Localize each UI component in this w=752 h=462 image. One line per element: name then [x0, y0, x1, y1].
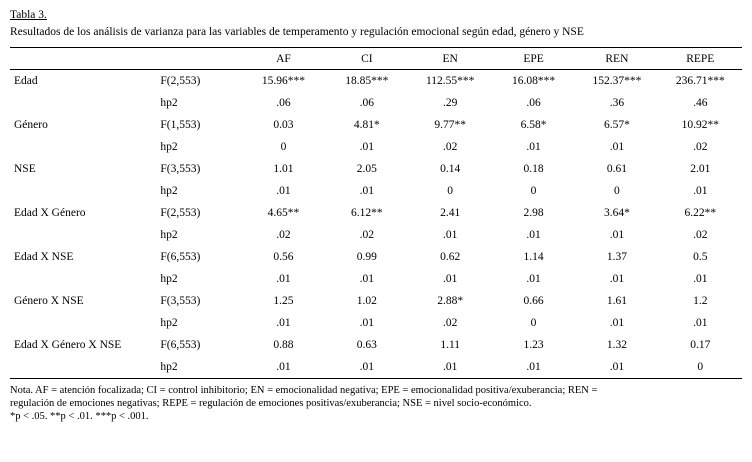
- cell-value: 4.81*: [353, 119, 380, 131]
- table-row: [10, 180, 742, 202]
- cell-value: .02: [442, 317, 458, 329]
- cell-value: 1.25: [273, 295, 294, 307]
- cell-value: 2.05: [356, 163, 377, 175]
- table-row: [10, 158, 742, 180]
- cell-value: .02: [693, 141, 708, 153]
- table-row: [10, 92, 742, 114]
- cell-value: 1.11: [440, 339, 461, 351]
- cell-value: 16.08***: [511, 75, 556, 87]
- row-statistic-label: hp2: [160, 273, 178, 285]
- row-effect-label: Género X NSE: [14, 295, 84, 307]
- cell-value: .01: [609, 229, 625, 241]
- cell-value: 3.64*: [603, 207, 630, 219]
- table-row: [10, 202, 742, 224]
- row-statistic-label: hp2: [160, 229, 178, 241]
- column-header-repe: REPE: [659, 48, 742, 70]
- row-effect-label: [10, 268, 156, 290]
- row-statistic-label: hp2: [160, 185, 178, 197]
- table-row: [10, 224, 742, 246]
- cell-value: 2.88*: [437, 295, 464, 307]
- cell-value: .01: [609, 361, 625, 373]
- row-effect-label: [10, 92, 156, 114]
- cell-value: .06: [359, 97, 374, 109]
- row-effect-label: Edad X Género: [14, 207, 86, 219]
- row-effect-label: [10, 136, 156, 158]
- cell-value: 2.98: [523, 207, 544, 219]
- cell-value: 0.14: [440, 163, 461, 175]
- row-statistic-label: hp2: [160, 97, 178, 109]
- cell-value: 112.55***: [425, 75, 475, 87]
- cell-value: .02: [442, 141, 458, 153]
- table-caption: Resultados de los análisis de varianza para las variables de temperamento y regulación emocional según edad, género y NSE: [10, 26, 584, 38]
- cell-value: 0.5: [693, 251, 708, 263]
- cell-value: 1.14: [523, 251, 544, 263]
- table-header-row: [10, 48, 742, 70]
- cell-value: 0: [447, 185, 454, 197]
- cell-value: 6.22**: [684, 207, 717, 219]
- table-row: [10, 356, 742, 378]
- cell-value: .02: [276, 229, 291, 241]
- row-statistic-label: F(2,553): [160, 75, 201, 87]
- cell-value: 0.03: [273, 119, 294, 131]
- table-note-line-2: regulación de emociones negativas; REPE = regulación de emociones positivas/exuberancia; NSE = nivel socio-económico.: [10, 398, 532, 409]
- cell-value: .01: [526, 141, 541, 153]
- cell-value: 236.71***: [675, 75, 725, 87]
- cell-value: 0: [530, 317, 537, 329]
- table-row: [10, 334, 742, 356]
- cell-value: .01: [526, 361, 541, 373]
- cell-value: 2.41: [440, 207, 461, 219]
- row-statistic-label: hp2: [160, 317, 178, 329]
- table-row: [10, 312, 742, 334]
- row-effect-label: [10, 356, 156, 378]
- cell-value: 1.01: [273, 163, 294, 175]
- cell-value: .01: [526, 229, 541, 241]
- cell-value: .01: [276, 361, 291, 373]
- table-label: Tabla 3.: [10, 9, 47, 21]
- cell-value: .36: [609, 97, 625, 109]
- cell-value: .29: [442, 97, 458, 109]
- cell-value: 0.18: [523, 163, 544, 175]
- cell-value: 0.62: [440, 251, 461, 263]
- row-statistic-label: hp2: [160, 141, 178, 153]
- cell-value: .01: [609, 317, 625, 329]
- cell-value: .01: [693, 185, 708, 197]
- cell-value: .02: [693, 229, 708, 241]
- column-header-en: EN: [409, 48, 492, 70]
- row-effect-label: [10, 224, 156, 246]
- table-row: [10, 114, 742, 136]
- cell-value: 1.61: [606, 295, 627, 307]
- table-row: [10, 290, 742, 312]
- cell-value: .01: [359, 361, 374, 373]
- cell-value: 6.12**: [351, 207, 383, 219]
- row-statistic-label: F(2,553): [160, 207, 201, 219]
- table-bottom-rule: [10, 378, 742, 379]
- cell-value: 152.37***: [592, 75, 642, 87]
- row-statistic-label: F(6,553): [160, 251, 201, 263]
- column-header-effect: [10, 48, 156, 70]
- column-header-epe: EPE: [492, 48, 575, 70]
- cell-value: 0: [697, 361, 704, 373]
- cell-value: .01: [276, 185, 291, 197]
- column-header-ci: CI: [325, 48, 408, 70]
- table-header: [10, 48, 742, 70]
- row-effect-label: NSE: [14, 163, 36, 175]
- cell-value: 1.23: [523, 339, 544, 351]
- cell-value: 6.57*: [603, 119, 630, 131]
- cell-value: 1.02: [356, 295, 377, 307]
- cell-value: .01: [359, 141, 374, 153]
- row-statistic-label: hp2: [160, 361, 178, 373]
- table-row: [10, 268, 742, 290]
- row-statistic-label: F(3,553): [160, 295, 201, 307]
- table-note-line-1: Nota. AF = atención focalizada; CI = control inhibitorio; EN = emocionalidad negativa; EPE = emocionalidad positiva/exuberancia; REN =: [10, 385, 598, 396]
- cell-value: 9.77**: [434, 119, 466, 131]
- cell-value: 2.01: [690, 163, 711, 175]
- cell-value: 10.92**: [681, 119, 719, 131]
- cell-value: .01: [442, 361, 458, 373]
- cell-value: 0.88: [273, 339, 294, 351]
- row-effect-label: Edad X Género X NSE: [14, 339, 122, 351]
- cell-value: 1.2: [693, 295, 708, 307]
- cell-value: 6.58*: [520, 119, 547, 131]
- cell-value: .01: [526, 273, 541, 285]
- row-statistic-label: F(3,553): [160, 163, 201, 175]
- cell-value: 0.99: [356, 251, 377, 263]
- cell-value: .01: [276, 273, 291, 285]
- cell-value: 0.66: [523, 295, 544, 307]
- table-row: [10, 70, 742, 93]
- cell-value: 4.65**: [267, 207, 300, 219]
- column-header-ren: REN: [575, 48, 658, 70]
- row-effect-label: Edad: [14, 75, 38, 87]
- row-statistic-label: F(1,553): [160, 119, 201, 131]
- row-effect-label: Edad X NSE: [14, 251, 74, 263]
- cell-value: .01: [693, 317, 708, 329]
- cell-value: 0.56: [273, 251, 294, 263]
- cell-value: .01: [359, 185, 374, 197]
- row-statistic-label: F(6,553): [160, 339, 201, 351]
- table-row: [10, 246, 742, 268]
- cell-value: 0: [280, 141, 287, 153]
- cell-value: 0.17: [690, 339, 711, 351]
- cell-value: .01: [442, 273, 458, 285]
- cell-value: .46: [693, 97, 708, 109]
- cell-value: .01: [442, 229, 458, 241]
- row-effect-label: [10, 180, 156, 202]
- anova-results-table: [10, 47, 742, 378]
- cell-value: .06: [276, 97, 291, 109]
- cell-value: .01: [609, 141, 625, 153]
- cell-value: 1.37: [606, 251, 627, 263]
- cell-value: .01: [359, 317, 374, 329]
- cell-value: .06: [526, 97, 541, 109]
- cell-value: 15.96***: [261, 75, 306, 87]
- cell-value: .01: [609, 273, 625, 285]
- table-body: [10, 70, 742, 379]
- cell-value: 0: [614, 185, 620, 197]
- table-row: [10, 136, 742, 158]
- cell-value: .02: [359, 229, 374, 241]
- cell-value: .01: [359, 273, 374, 285]
- cell-value: 0.63: [356, 339, 377, 351]
- row-effect-label: Género: [14, 119, 48, 131]
- cell-value: 18.85***: [345, 75, 389, 87]
- cell-value: 1.32: [606, 339, 627, 351]
- column-header-af: AF: [242, 48, 325, 70]
- cell-value: .01: [276, 317, 291, 329]
- cell-value: .01: [693, 273, 708, 285]
- column-header-statistic: [156, 48, 241, 70]
- cell-value: 0.61: [606, 163, 627, 175]
- table-note-significance: *p < .05. **p < .01. ***p < .001.: [10, 411, 149, 422]
- cell-value: 0: [530, 185, 537, 197]
- row-effect-label: [10, 312, 156, 334]
